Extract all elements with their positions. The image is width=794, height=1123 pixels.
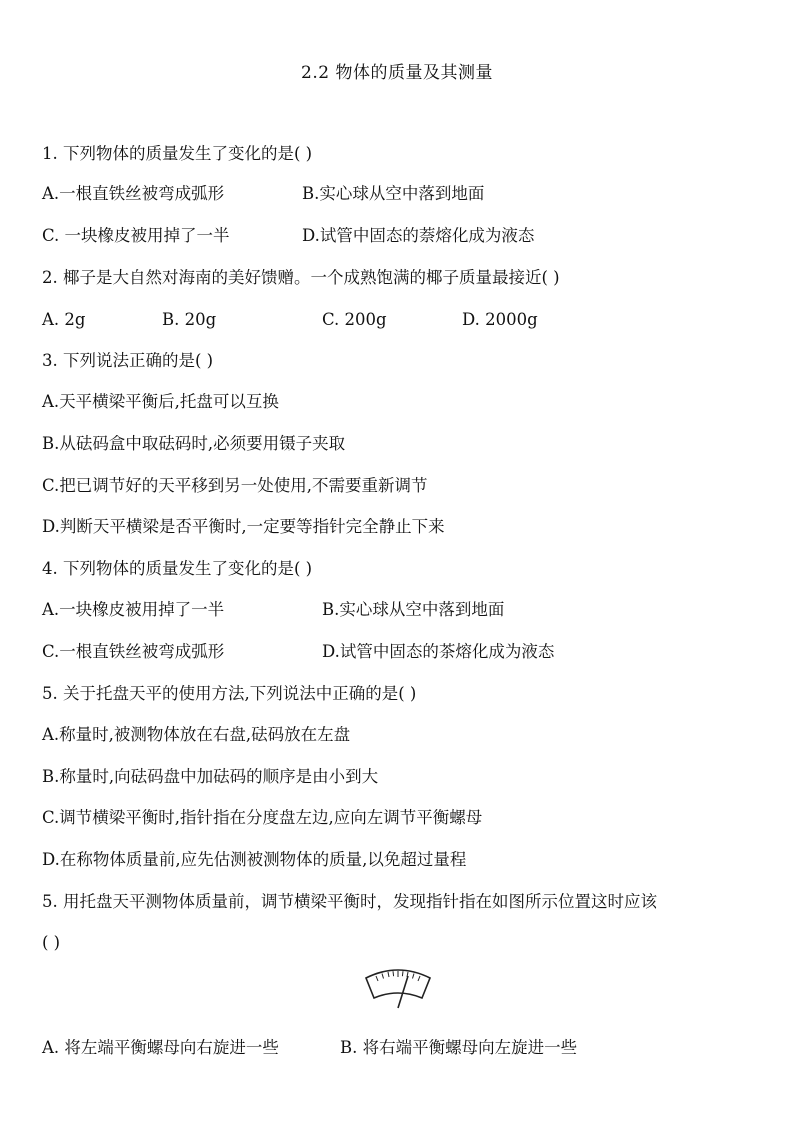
- question-5-option-a: A.称量时,被测物体放在右盘,砝码放在左盘: [42, 725, 351, 744]
- question-3-option-b: B.从砝码盒中取砝码时,必须要用镊子夹取: [42, 434, 346, 453]
- question-4-option-d: D.试管中固态的茶熔化成为液态: [322, 642, 555, 661]
- question-6-option-b: B. 将右端平衡螺母向左旋进一些: [340, 1038, 578, 1057]
- question-1-option-b: B.实心球从空中落到地面: [302, 184, 485, 203]
- question-1-option-c: C. 一块橡皮被用掉了一半: [42, 226, 230, 245]
- question-1-stem: 1. 下列物体的质量发生了变化的是( ): [42, 144, 313, 163]
- dial-pointer-needle: [398, 976, 408, 1008]
- question-5-stem: 5. 关于托盘天平的使用方法,下列说法中正确的是( ): [42, 684, 417, 703]
- question-3-stem: 3. 下列说法正确的是( ): [42, 351, 214, 370]
- question-6-stem-continued: ( ): [42, 933, 61, 952]
- question-3-option-a: A.天平横梁平衡后,托盘可以互换: [42, 392, 279, 411]
- question-6-option-a: A. 将左端平衡螺母向右旋进一些: [42, 1038, 279, 1057]
- question-1-option-a: A.一根直铁丝被弯成弧形: [42, 184, 225, 203]
- question-4-option-a: A.一块橡皮被用掉了一半: [42, 600, 225, 619]
- question-2-option-a: A. 2g: [42, 310, 86, 329]
- question-3-option-c: C.把已调节好的天平移到另一处使用,不需要重新调节: [42, 476, 428, 495]
- question-4-option-c: C.一根直铁丝被弯成弧形: [42, 642, 225, 661]
- question-3-option-d: D.判断天平横梁是否平衡时,一定要等指针完全静止下来: [42, 517, 445, 536]
- question-1-option-d: D.试管中固态的萘熔化成为液态: [302, 226, 535, 245]
- question-4-stem: 4. 下列物体的质量发生了变化的是( ): [42, 559, 313, 578]
- question-5-option-b: B.称量时,向砝码盘中加砝码的顺序是由小到大: [42, 767, 379, 786]
- question-2-option-b: B. 20g: [162, 310, 217, 329]
- question-2-stem: 2. 椰子是大自然对海南的美好馈赠。一个成熟饱满的椰子质量最接近( ): [42, 268, 560, 287]
- question-5-option-c: C.调节横梁平衡时,指针指在分度盘左边,应向左调节平衡螺母: [42, 808, 483, 827]
- question-5-option-d: D.在称物体质量前,应先估测被测物体的质量,以免超过量程: [42, 850, 467, 869]
- question-2-option-d: D. 2000g: [462, 310, 538, 329]
- page-title: 2.2 物体的质量及其测量: [301, 63, 493, 83]
- question-4-option-b: B.实心球从空中落到地面: [322, 600, 505, 619]
- question-6-stem: 5. 用托盘天平测物体质量前，调节横梁平衡时，发现指针指在如图所示位置这时应该: [42, 892, 657, 911]
- question-2-option-c: C. 200g: [322, 310, 387, 329]
- balance-pointer-dial-figure: [362, 964, 434, 1012]
